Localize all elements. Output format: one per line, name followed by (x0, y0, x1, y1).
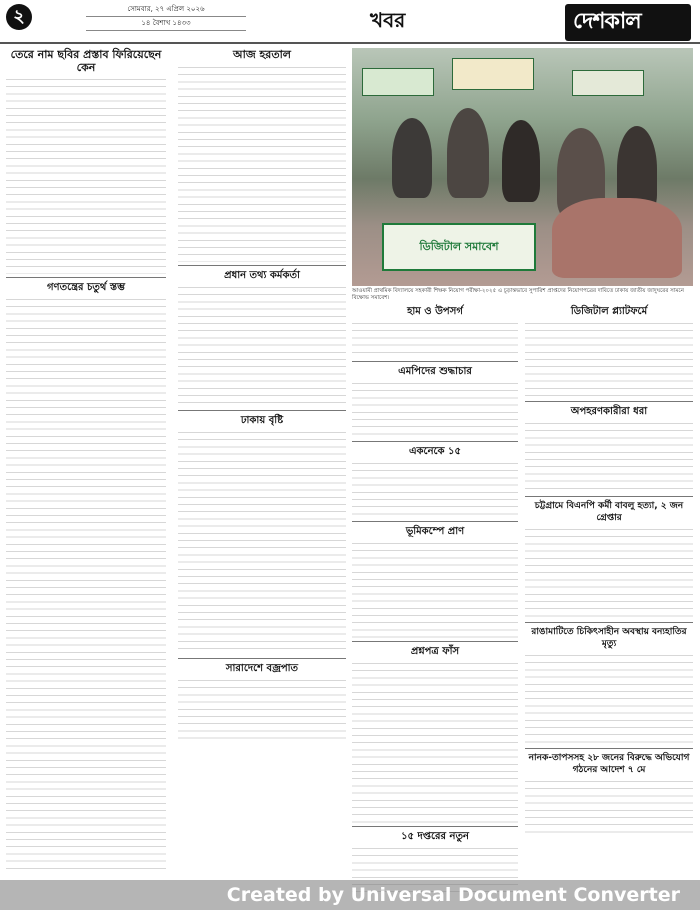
article-body-5 (178, 427, 346, 655)
article-body-15 (525, 524, 693, 619)
article-body-2 (6, 294, 166, 874)
article-body-11 (352, 658, 518, 823)
article-body-13 (525, 318, 693, 398)
headline-2: গণতন্ত্রের চতুর্থ স্তম্ভ (46, 282, 125, 293)
masthead (0, 0, 700, 44)
lead-photo (352, 48, 693, 286)
section-title: খবর (370, 8, 406, 32)
article-body-10 (352, 538, 518, 638)
newspaper-logo (565, 4, 691, 34)
headline-9: একনেকে ১৫ (408, 446, 462, 457)
column-4 (525, 305, 693, 836)
date-block (86, 3, 246, 31)
headline-5: ঢাকায় বৃষ্টি (240, 415, 284, 426)
article-body-3 (178, 62, 346, 262)
article-body-6 (178, 675, 346, 745)
article-body-7 (352, 318, 518, 358)
headline-4: প্রধান তথ্য কর্মকর্তা (224, 270, 300, 281)
column-3 (352, 305, 518, 893)
headline-3: আজ হরতাল (233, 48, 291, 61)
headline-8: এমপিদের শুদ্ধাচার (398, 366, 472, 377)
column-1 (6, 48, 166, 874)
article-body-1 (6, 74, 166, 274)
article-body-9 (352, 458, 518, 518)
headline-1: তেরে নাম ছবির প্রস্তাব ফিরিয়েছেন কেন (10, 48, 162, 74)
article-body-4 (178, 282, 346, 407)
headline-13: ডিজিটাল প্ল্যাটফর্মে (570, 306, 648, 317)
headline-7: হাম ও উপসর্গ (407, 306, 463, 317)
headline-6: সারাদেশে বজ্রপাত (225, 663, 299, 674)
article-body-16 (525, 650, 693, 745)
date-gregorian: সোমবার, ২৭ এপ্রিল ২০২৬ (86, 3, 246, 17)
headline-14: অপহরণকারীরা ধরা (570, 406, 648, 417)
page-number: ২ (6, 4, 32, 30)
date-bengali: ১৪ বৈশাখ ১৪৩৩ (86, 17, 246, 31)
article-body-8 (352, 378, 518, 438)
headline-10: ভূমিকম্পে প্রাণ (405, 526, 465, 537)
logo-text: দেশকাল (565, 4, 691, 41)
headline-11: প্রশ্নপত্র ফাঁস (410, 646, 460, 657)
article-body-17 (525, 776, 693, 836)
photo-caption: আওয়ামী প্রাথমিক বিদ্যালয়ে সহকারী শিক্ষক নিয়োগ পরীক্ষা-২০২৫ এ চূড়ান্তভাবে সুপারিশ প্রাপ্তদের নিয়োগপত্রের দাবিতে ঢাকায় জাতীয় জাদুঘরের সামনে বিক্ষোভ সমাবেশ। (352, 288, 684, 301)
column-2 (178, 48, 346, 745)
headline-16: রাঙামাটিতে চিকিৎসাহীন অবস্থায় বন্যহাতির মৃত্যু (531, 627, 687, 649)
headline-12: ১৫ দপ্তরের নতুন (401, 831, 469, 842)
watermark-text: Created by Universal Document Converter (226, 884, 680, 906)
banner-text: ডিজিটাল সমাবেশ (419, 240, 499, 253)
article-body-14 (525, 418, 693, 493)
converter-watermark (0, 880, 700, 910)
headline-17: নানক-তাপসসহ ২৮ জনের বিরুদ্ধে অভিযোগ গঠনের আদেশ ৭ মে (528, 753, 690, 775)
headline-15: চট্টগ্রামে বিএনপি কর্মী বাবলু হত্যা, ২ জন গ্রেপ্তার (534, 501, 684, 523)
